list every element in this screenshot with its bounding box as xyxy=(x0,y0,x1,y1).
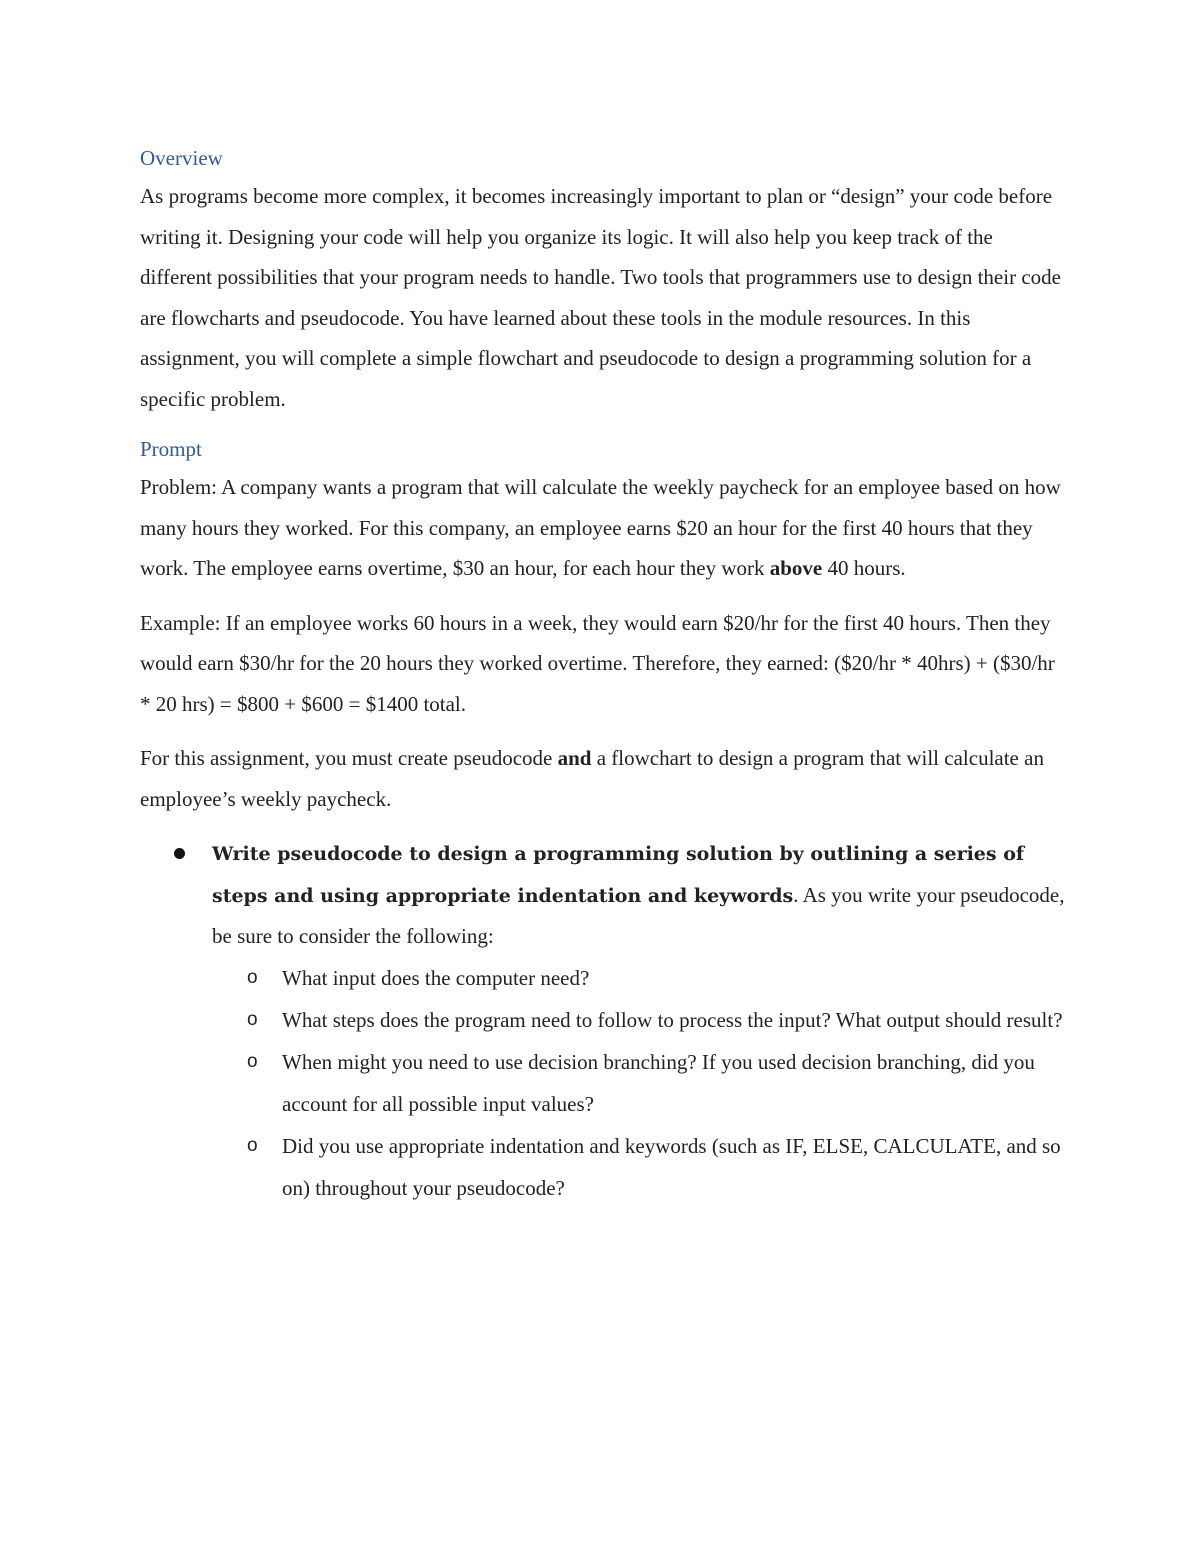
spacer xyxy=(140,724,1065,738)
list-item xyxy=(140,833,1065,1209)
consideration-text: What steps does the program need to follow to process the input? What output should result? xyxy=(282,1007,1063,1032)
assignment-text-start: For this assignment, you must create pseudocode xyxy=(140,746,558,770)
overview-paragraph: As programs become more complex, it becomes increasingly important to plan or “design” your code before writing it. Designing your code will help you organize its logic. It will also help you keep track of the different possibilities that your program needs to handle. Two tools that programmers use to design their code are flowcharts and pseudocode. You have learned about these tools in the module resources. In this assignment, you will complete a simple flowchart and pseudocode to design a programming solution for a specific problem. xyxy=(140,184,1061,411)
consideration-text: Did you use appropriate indentation and keywords (such as IF, ELSE, CALCULATE, and so on) throughout your pseudocode? xyxy=(282,1133,1061,1200)
overview-heading: Overview xyxy=(140,146,223,170)
requirement-bold-text: Write pseudocode to design a programming solution by outlining a series of steps and using appropriate indentation and keywords xyxy=(212,843,1025,907)
list-item xyxy=(140,957,1065,999)
assignment-paragraph xyxy=(140,738,1065,819)
assignment-emphasis: and xyxy=(557,746,592,770)
bullet-icon xyxy=(174,848,185,859)
list-item xyxy=(140,1125,1065,1209)
circle-bullet-icon: o xyxy=(247,1134,258,1156)
problem-paragraph xyxy=(140,467,1065,589)
circle-bullet-icon: o xyxy=(247,966,258,988)
requirements-list xyxy=(140,833,1065,1209)
spacer xyxy=(140,419,1065,431)
problem-text-end: 40 hours. xyxy=(822,556,906,580)
spacer xyxy=(140,589,1065,603)
prompt-heading: Prompt xyxy=(140,437,202,461)
document-page xyxy=(140,140,1065,1209)
consideration-text: When might you need to use decision branching? If you used decision branching, did you account for all possible input values? xyxy=(282,1049,1035,1116)
problem-text-start: Problem: A company wants a program that will calculate the weekly paycheck for an employee based on how many hours they worked. For this company, an employee earns $20 an hour for the first 40 hours that they work. The employee earns overtime, $30 an hour, for each hour they work xyxy=(140,475,1061,580)
spacer xyxy=(140,819,1065,833)
circle-bullet-icon: o xyxy=(247,1050,258,1072)
list-item xyxy=(140,999,1065,1041)
consideration-text: What input does the computer need? xyxy=(282,965,590,990)
problem-emphasis: above xyxy=(769,556,823,580)
considerations-list xyxy=(140,957,1065,1209)
example-paragraph: Example: If an employee works 60 hours in a week, they would earn $20/hr for the first 40 hours. Then they would earn $30/hr for the 20 hours they worked overtime. Therefore, they earned: ($20/hr * 40hrs) + ($30/hr * 20 hrs) = $800 + $600 = $1400 total. xyxy=(140,610,1055,716)
requirement-text: . As you write your pseudocode, be sure to consider the following: xyxy=(212,882,1065,948)
assignment-text-end: a flowchart to design a program that will calculate an employee’s weekly paycheck. xyxy=(140,746,1044,811)
circle-bullet-icon: o xyxy=(247,1008,258,1030)
list-item xyxy=(140,1041,1065,1125)
